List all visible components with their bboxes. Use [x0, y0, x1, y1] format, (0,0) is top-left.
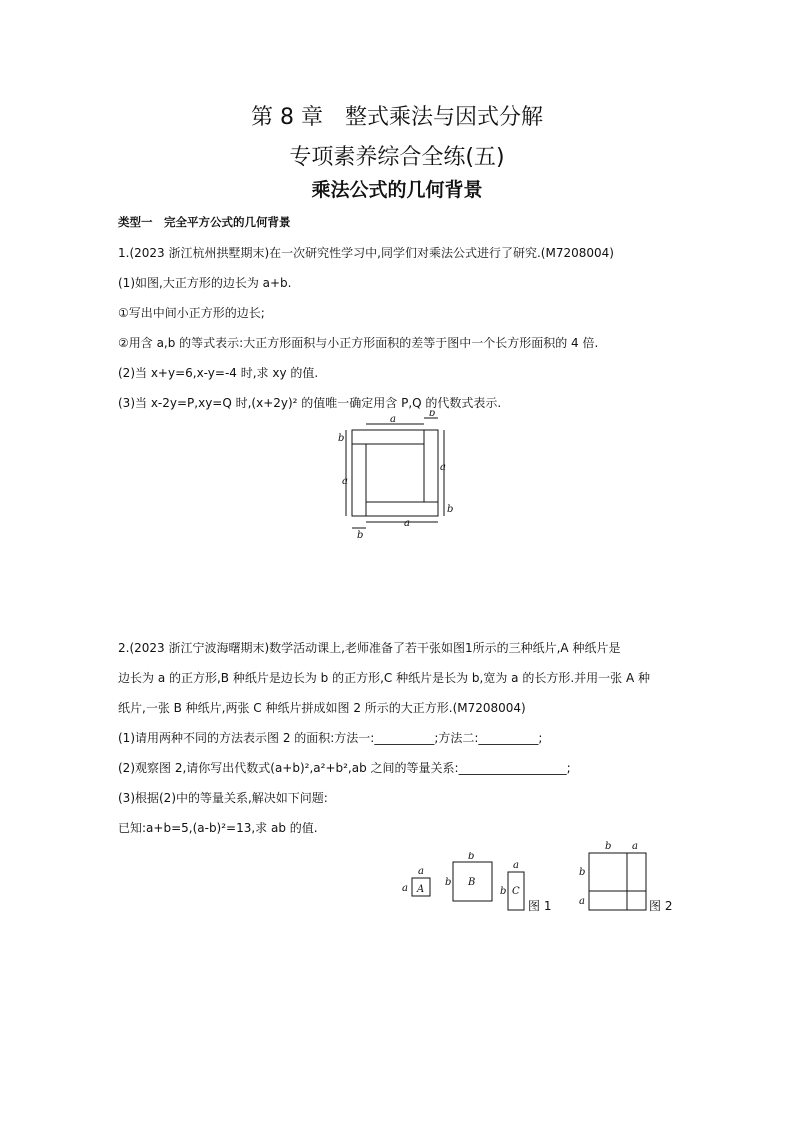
figure-2 — [572, 838, 692, 918]
fig-label-a-bottom: a — [404, 518, 410, 529]
fig2-b-top: b — [605, 841, 612, 852]
fig1-a-top: a — [418, 866, 424, 877]
q2-stem-line2: 边长为 a 的正方形,B 种纸片是边长为 b 的正方形,C 种纸片是长为 b,宽为 a 的长方形.并用一张 A 种 — [118, 671, 650, 685]
q2-part2: (2)观察图 2,请你写出代数式(a+b)²,a²+b²,ab 之间的等量关系:__________________; — [118, 761, 571, 775]
fig1-caption: 图 1 — [528, 899, 552, 913]
fig1-label-B: B — [468, 877, 476, 888]
fig1-b-top: b — [468, 852, 475, 862]
q1-figure — [330, 410, 460, 540]
fig1-label-C: C — [512, 886, 520, 897]
fig2-caption: 图 2 — [649, 899, 673, 913]
q1-part3: (3)当 x-2y=P,xy=Q 时,(x+2y)² 的值唯一确定用含 P,Q 的代数式表示. — [118, 396, 502, 410]
fig1-a-top-c: a — [513, 860, 519, 871]
subtitle: 专项素养综合全练(五) — [289, 145, 505, 170]
fig-label-b-right: b — [447, 504, 454, 515]
fig2-a-left: a — [579, 896, 585, 907]
q2-part3a: 已知:a+b=5,(a-b)²=13,求 ab 的值. — [118, 821, 318, 835]
fig2-b-left: b — [579, 867, 586, 878]
q2-part1: (1)请用两种不同的方法表示图 2 的面积:方法一:__________;方法二:__________; — [118, 731, 543, 745]
q1-stem: 1.(2023 浙江杭州拱墅期末)在一次研究性学习中,同学们对乘法公式进行了研究.(M7208004) — [118, 246, 614, 260]
fig-label-a-top: a — [390, 414, 396, 425]
section-heading: 类型一 完全平方公式的几何背景 — [118, 215, 291, 229]
fig-label-b-left: b — [338, 433, 345, 444]
q1-part2: (2)当 x+y=6,x-y=-4 时,求 xy 的值. — [118, 366, 319, 380]
fig1-a-left: a — [402, 883, 408, 894]
fig2-a-top: a — [632, 841, 638, 852]
fig1-label-A: A — [417, 884, 425, 895]
fig-label-a-right: a — [440, 462, 446, 473]
topic-title: 乘法公式的几何背景 — [311, 179, 483, 201]
q2-stem-line3: 纸片,一张 B 种纸片,两张 C 种纸片拼成如图 2 所示的大正方形.(M7208004) — [118, 701, 526, 715]
q1-part1b: ②用含 a,b 的等式表示:大正方形面积与小正方形面积的差等于图中一个长方形面积的 4 倍. — [118, 336, 599, 350]
q1-part1: (1)如图,大正方形的边长为 a+b. — [118, 276, 292, 290]
fig1-b-left: b — [445, 877, 452, 888]
fig-label-b-top: b — [429, 410, 436, 419]
fig-label-b-bottom: b — [357, 530, 364, 540]
q2-part3: (3)根据(2)中的等量关系,解决如下问题: — [118, 791, 328, 805]
figure-1 — [398, 852, 558, 918]
fig-label-a-left: a — [342, 476, 348, 487]
fig1-b-left-c: b — [500, 886, 507, 897]
chapter-title: 第 8 章 整式乘法与因式分解 — [251, 105, 543, 130]
q2-stem-line1: 2.(2023 浙江宁波海曙期末)数学活动课上,老师准备了若干张如图1所示的三种纸片,A 种纸片是 — [118, 641, 621, 655]
q1-part1a: ①写出中间小正方形的边长; — [118, 306, 265, 320]
